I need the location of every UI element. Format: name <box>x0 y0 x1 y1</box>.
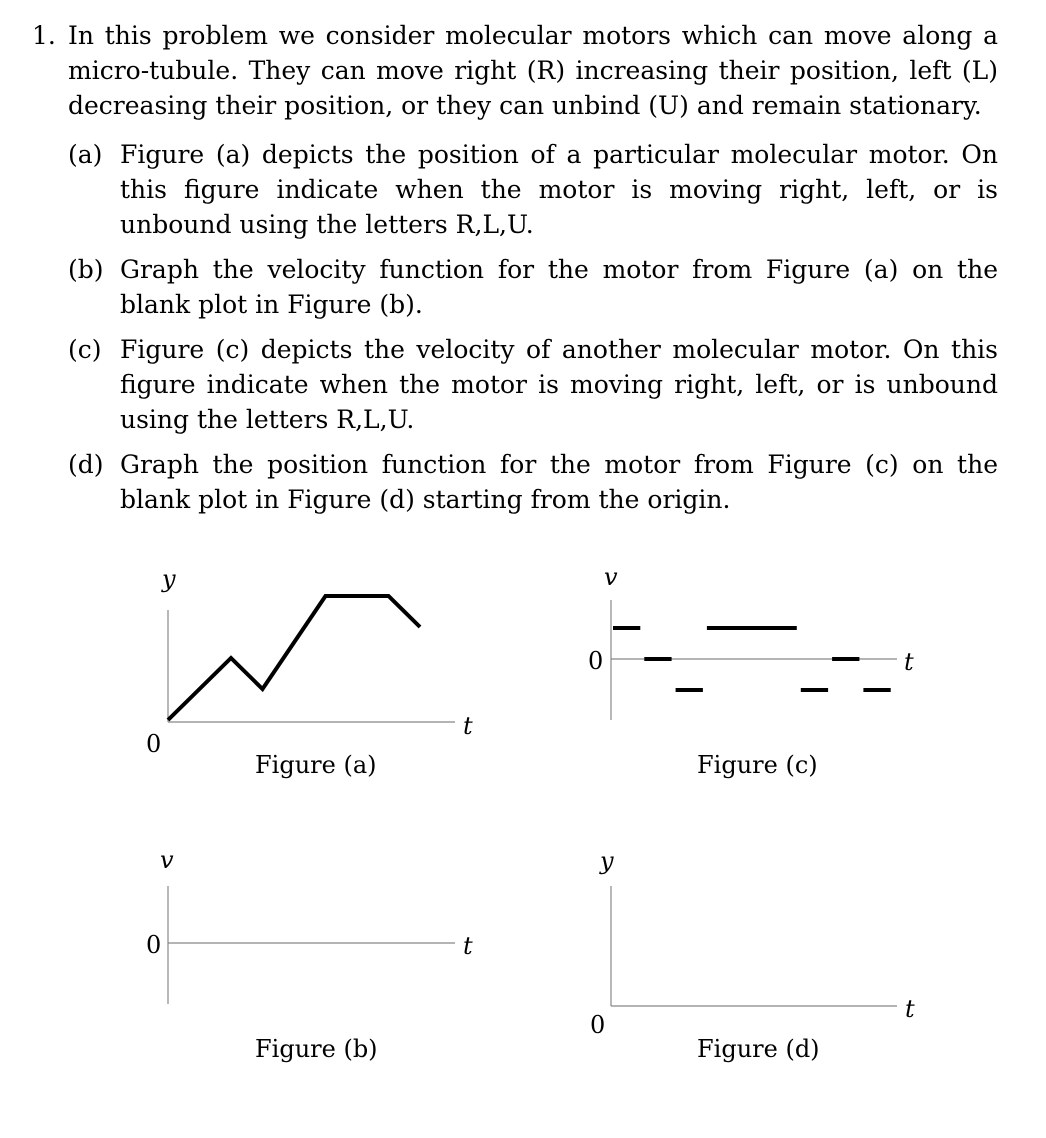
figure-a-origin-label: 0 <box>146 730 162 758</box>
figure-c-origin-label: 0 <box>588 647 604 675</box>
problem-number: 1. <box>32 21 56 50</box>
figure-a-caption: Figure (a) <box>255 751 377 779</box>
figure-a-position-line <box>168 596 420 720</box>
figure-b-xlabel: t <box>463 932 473 960</box>
figure-d <box>590 847 915 1063</box>
figure-d-xlabel: t <box>905 995 915 1023</box>
figure-d-origin-label: 0 <box>590 1011 606 1039</box>
part-b-text: Graph the velocity function for the motor from Figure (a) on the blank plot in Figure (b). <box>120 255 998 319</box>
part-d-label: (d) <box>68 450 104 479</box>
figure-b-caption: Figure (b) <box>255 1035 378 1063</box>
figure-c-ylabel: v <box>604 563 618 591</box>
figure-d-caption: Figure (d) <box>697 1035 820 1063</box>
part-a-label: (a) <box>68 140 103 169</box>
figure-c-caption: Figure (c) <box>697 751 818 779</box>
figure-b <box>146 846 473 1063</box>
part-d-text: Graph the position function for the motor from Figure (c) on the blank plot in Figure (d) starting from the origin. <box>120 450 998 514</box>
figure-a-ylabel: y <box>162 565 176 593</box>
part-a-text: Figure (a) depicts the position of a particular molecular motor. On this figure indicate when the motor is moving right, left, or is unbound using the letters R,L,U. <box>120 140 998 239</box>
figure-b-ylabel: v <box>160 846 174 874</box>
figure-c <box>588 563 914 779</box>
figure-d-ylabel: y <box>600 847 614 875</box>
part-c-label: (c) <box>68 335 102 364</box>
figure-a <box>146 565 473 779</box>
figure-a-xlabel: t <box>463 712 473 740</box>
figure-b-origin-label: 0 <box>146 931 162 959</box>
figure-c-xlabel: t <box>904 648 914 676</box>
part-b-label: (b) <box>68 255 104 284</box>
part-c-text: Figure (c) depicts the velocity of another molecular motor. On this figure indicate when the motor is moving right, left, or is unbound using the letters R,L,U. <box>120 335 998 434</box>
problem-intro-text: In this problem we consider molecular motors which can move along a micro-tubule. They can move right (R) increasing their position, left (L) decreasing their position, or they can unbind (U) and remain stationary. <box>68 21 998 120</box>
